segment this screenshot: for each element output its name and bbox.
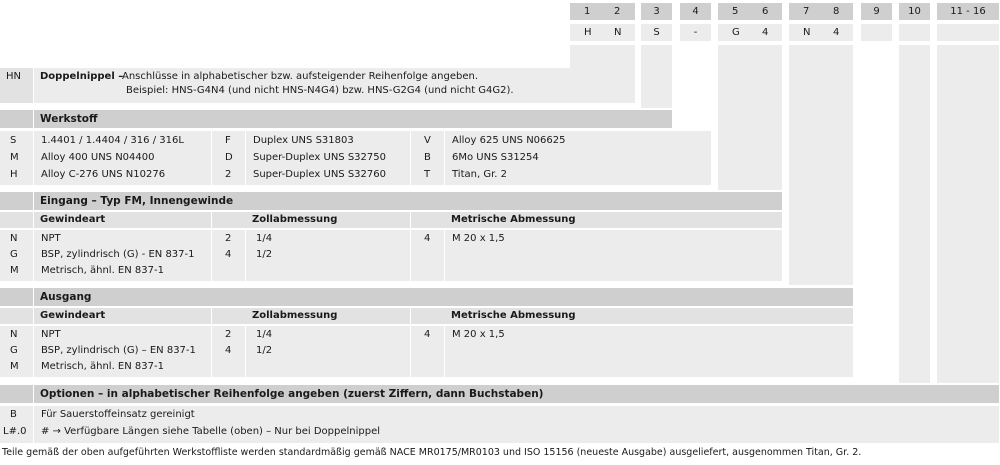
eingang-code-header [0,192,33,210]
werkstoff-code-D: D [225,152,233,163]
ausgang-gewinde-code-N: N [10,329,18,340]
werkstoff-code-S: S [10,135,17,146]
eingang-zoll-title: Zollabmessung [252,214,338,225]
position-4: 4 [680,3,711,20]
position-10: 10 [899,3,930,20]
ausgang-title: Ausgang [40,291,92,303]
ausgang-header [34,288,853,306]
eingang-gewinde-label-M: Metrisch, ähnl. EN 837-1 [41,265,164,276]
code-9 [861,24,892,41]
optionen-code-L: L#.0 [3,426,27,437]
eingang-metrisch-label-4: M 20 x 1,5 [452,233,505,244]
connector-3 [641,45,672,108]
code-10 [899,24,930,41]
eingang-zoll-code-4: 4 [225,249,232,260]
werkstoff-code-V: V [424,135,431,146]
werkstoff-label-H: Alloy C-276 UNS N10276 [41,169,166,180]
eingang-metrisch-header [411,212,782,228]
ausgang-gewinde-code-G: G [10,345,18,356]
eingang-gewinde-code-N: N [10,233,18,244]
position-8: 8 [833,6,840,17]
werkstoff-label-M: Alloy 400 UNS N04400 [41,152,155,163]
werkstoff-label-S: 1.4401 / 1.4404 / 316 / 316L [41,135,184,146]
code-6: 4 [762,27,769,38]
eingang-gewinde-header [34,212,211,228]
position-6: 6 [762,6,769,17]
hn-title: Doppelnippel – [40,71,124,82]
footer-note: Teile gemäß der oben aufgeführten Werkstoffliste werden standardmäßig gemäß NACE MR0175/MR0103 und ISO 15156 (neueste Ausgabe) ausgeliefert, ausgenommen Titan, Gr. 2. [2,447,862,458]
eingang-zoll-label-4: 1/2 [256,249,273,260]
hn-code-cell [0,68,33,103]
code-3: S [641,24,672,41]
position-cell-1-2 [570,3,635,20]
ausgang-metrisch-label-4: M 20 x 1,5 [452,329,505,340]
werkstoff-label-B: 6Mo UNS S31254 [452,152,539,163]
position-cell-7-8 [789,3,853,20]
code-8: 4 [833,27,840,38]
code-5: G [732,27,740,38]
ausgang-zoll-header [212,308,410,324]
werkstoff-label-V: Alloy 625 UNS N06625 [452,135,566,146]
werkstoff-code-B: B [424,152,431,163]
connector-10 [899,45,930,383]
ausgang-metrisch-labels [445,326,853,377]
werkstoff-header [34,110,672,128]
ausgang-gewinde-label-N: NPT [41,329,61,340]
optionen-label-B: Für Sauerstoffeinsatz gereinigt [41,409,195,420]
ausgang-zoll-code-2: 2 [225,329,232,340]
connector-7-8 [789,45,853,285]
code-11-16 [937,24,999,41]
code-cell-7-8 [789,24,853,41]
position-9: 9 [861,3,892,20]
werkstoff-label-F: Duplex UNS S31803 [253,135,354,146]
werkstoff-code-M: M [10,152,19,163]
eingang-header [34,192,782,210]
eingang-gewinde-code-M: M [10,265,19,276]
ausgang-zoll-title: Zollabmessung [252,310,338,321]
position-1: 1 [584,6,591,17]
optionen-label-L: # → Verfügbare Längen siehe Tabelle (oben) – Nur bei Doppelnippel [41,426,381,437]
connector-1-2 [570,45,635,68]
ausgang-metrisch-code-4: 4 [424,329,431,340]
hn-example: Beispiel: HNS-G4N4 (und nicht HNS-N4G4) bzw. HNS-G2G4 (und nicht G4G2). [126,85,514,96]
ausgang-gewinde-header [34,308,211,324]
werkstoff-code-header [0,110,33,128]
eingang-zoll-code-2: 2 [225,233,232,244]
code-7: N [803,27,811,38]
position-2: 2 [614,6,621,17]
position-cell-5-6 [718,3,782,20]
eingang-metrisch-title: Metrische Abmessung [451,214,576,225]
position-3: 3 [641,3,672,20]
eingang-gewinde-code-header [0,212,33,228]
werkstoff-label-2: Super-Duplex UNS S32760 [253,169,386,180]
ausgang-gewinde-code-M: M [10,361,19,372]
werkstoff-code-T: T [424,169,431,180]
eingang-metrisch-code-4: 4 [424,233,431,244]
position-5: 5 [732,6,739,17]
optionen-header [34,385,999,403]
werkstoff-code-H: H [10,169,18,180]
optionen-code-header [0,385,33,403]
ausgang-zoll-code-4: 4 [225,345,232,356]
ausgang-gewinde-code-header [0,308,33,324]
connector-5-6 [718,45,782,190]
werkstoff-label-T: Titan, Gr. 2 [452,169,507,180]
hn-code: HN [6,71,21,82]
hn-text: Anschlüsse in alphabetischer bzw. aufsteigender Reihenfolge angeben. [122,71,479,82]
werkstoff-title: Werkstoff [40,113,98,125]
code-2: N [614,27,622,38]
eingang-zoll-header [212,212,410,228]
connector-11-16 [937,45,999,383]
werkstoff-label-D: Super-Duplex UNS S32750 [253,152,386,163]
hn-description-cell [34,68,635,103]
ausgang-gewinde-label-G: BSP, zylindrisch (G) – EN 837-1 [41,345,196,356]
werkstoff-code-2: 2 [225,169,232,180]
ausgang-gewinde-label-M: Metrisch, ähnl. EN 837-1 [41,361,164,372]
optionen-code-B: B [10,409,17,420]
ausgang-metrisch-title: Metrische Abmessung [451,310,576,321]
ausgang-gewinde-title: Gewindeart [40,310,106,321]
code-1: H [584,27,592,38]
eingang-gewinde-code-G: G [10,249,18,260]
ausgang-zoll-label-2: 1/4 [256,329,273,340]
ausgang-metrisch-header [411,308,853,324]
eingang-gewinde-title: Gewindeart [40,214,106,225]
optionen-title: Optionen – in alphabetischer Reihenfolge angeben (zuerst Ziffern, dann Buchstaben) [40,388,544,400]
eingang-gewinde-label-G: BSP, zylindrisch (G) - EN 837-1 [41,249,195,260]
code-4: - [680,24,711,41]
eingang-title: Eingang – Typ FM, Innengewinde [40,195,234,207]
code-cell-5-6 [718,24,782,41]
ausgang-zoll-label-4: 1/2 [256,345,273,356]
werkstoff-code-F: F [225,135,231,146]
ausgang-code-header [0,288,33,306]
position-11-16: 11 - 16 [937,3,999,20]
eingang-zoll-label-2: 1/4 [256,233,273,244]
code-cell-1-2 [570,24,635,41]
position-7: 7 [803,6,810,17]
eingang-gewinde-label-N: NPT [41,233,61,244]
